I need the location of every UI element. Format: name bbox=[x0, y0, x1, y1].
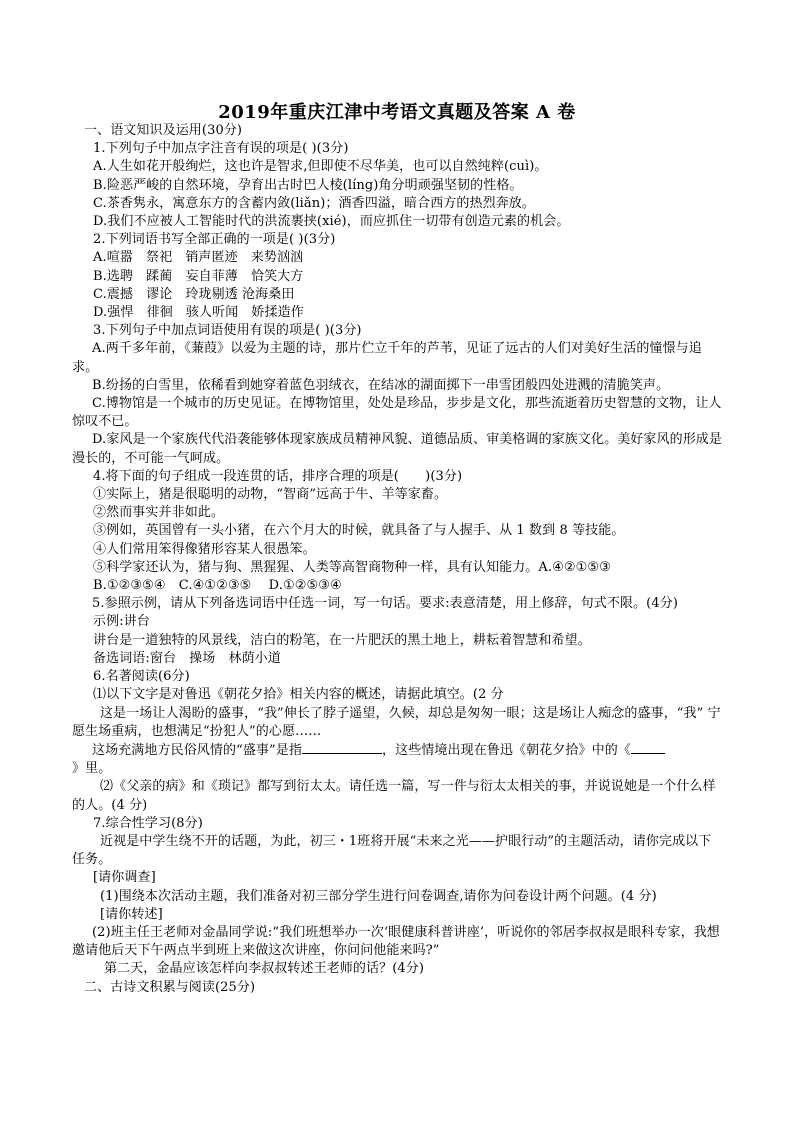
fill-text-1: 这场充满地方民俗风情的“盛事”是指 bbox=[92, 742, 302, 758]
option-line: A.喧嚣 祭祀 销声匿迹 来势汹汹 bbox=[93, 250, 304, 266]
question-stem: 2.下列词语书写全部正确的一项是( )(3分) bbox=[93, 232, 336, 248]
sentence-line: ③例如，英国曾有一头小猪，在六个月大的时候，就具备了与人握手、从 1 数到 8 等技能。 bbox=[93, 523, 625, 539]
passage-text: 近视是中学生绕不开的话题，为此，初三・1班将开展“未来之光——护眼行动”的主题活动，请你完成以下任务。 bbox=[72, 833, 712, 868]
sub-question: 第二天，金晶应该怎样向李叔叔转述王老师的话？(4分) bbox=[104, 961, 425, 977]
task-label: [请你转述] bbox=[100, 906, 163, 922]
question-stem: 6.名著阅读(6分) bbox=[93, 669, 190, 685]
option-line: C.博物馆是一个城市的历史见证。在博物馆里，处处是珍品，步步是文化，那些流逝着历史智慧的文物，让人惊叹不已。 bbox=[72, 396, 722, 430]
option-line: D.我们不应被人工智能时代的洪流裹挟(xié)，而应抓住一切带有创造元素的机会。 bbox=[93, 214, 570, 230]
option-line: D.家风是一个家族代代沿袭能够体现家族成员精神风貌、道德品质、审美格调的家族文化。美好家风的形成是漫长的，不可能一气呵成。 bbox=[72, 432, 722, 466]
passage-text: 这是一场让人渴盼的盛事，“我”伸长了脖子遥望，久候，却总是匆匆一眼；这是场让人痴念的盛事，“我” 宁愿生场重病，也想满足“扮犯人”的心愿…… bbox=[72, 705, 721, 739]
section-heading: 二、古诗文积累与阅读(25分) bbox=[84, 979, 256, 995]
example-text: 讲台是一道独特的风景线，洁白的粉笔，在一片肥沃的黑土地上，耕耘着智慧和希望。 bbox=[93, 632, 591, 648]
option-line: B.险恶严峻的自然环境，孕育出古时巴人棱(líng)角分明顽强坚韧的性格。 bbox=[93, 177, 523, 193]
word-options: 备选词语:窗台 操场 林荫小道 bbox=[93, 650, 281, 666]
sub-question: ⑴以下文字是对鲁迅《朝花夕拾》相关内容的概述，请据此填空。(2 分 bbox=[93, 687, 504, 703]
question-stem: 3.下列句子中加点词语使用有误的项是( )(3分) bbox=[93, 323, 362, 339]
question-stem: 1.下列句子中加点字注音有误的项是( )(3分) bbox=[93, 141, 349, 157]
sub-question: ⑵《父亲的病》和《琐记》都写到衍太太。请任选一篇，写一件与衍太太相关的事，并说说她是一个什么样的人。(4 分) bbox=[72, 779, 716, 813]
option-line: B.选聘 蹂蔺 妄自菲薄 恰笑大方 bbox=[93, 268, 304, 284]
task-label: [请你调查] bbox=[93, 870, 156, 886]
option-line: D.强悍 徘徊 骇人听闻 娇揉造作 bbox=[93, 305, 304, 321]
document-title: 2019年重庆江津中考语文真题及答案 A 卷 bbox=[218, 102, 576, 123]
sentence-line: ①实际上，猪是很聪明的动物，“智商”远高于牛、羊等家畜。 bbox=[93, 487, 448, 503]
option-line: B.①②③⑤④ C.④①②③⑤ D.①②⑤③④ bbox=[93, 578, 342, 594]
sentence-line: ④人们常用笨得像猪形容某人很愚笨。 bbox=[93, 541, 316, 557]
sub-question: (2)班主任王老师对金晶同学说:“我们班想举办一次‘眼健康科普讲座’，听说你的邻居李叔叔是眼科专家，我想邀请他后天下午两点半到班上来做这次讲座，你问问他能来吗?” bbox=[72, 924, 720, 959]
sentence-line: ②然而事实并非如此。 bbox=[93, 505, 225, 521]
option-line: A.两千多年前，《蒹葭》以爱为主题的诗，那片伫立千年的芦苇，见证了远古的人们对美好生活的憧憬与追求。 bbox=[72, 341, 702, 375]
fill-blank-line bbox=[72, 741, 724, 760]
section-heading: 一、语文知识及运用(30分) bbox=[84, 123, 243, 138]
fill-blank-end: 》里。 bbox=[72, 761, 112, 777]
example-label: 示例:讲台 bbox=[93, 614, 150, 630]
option-line: C.震撼 谬论 玲珑剔透 沧海桑田 bbox=[93, 286, 295, 302]
document-body bbox=[72, 122, 724, 997]
option-line: A.人生如花开般绚烂，这也许是智求,但即使不尽华美，也可以自然纯粹(cuì)。 bbox=[93, 159, 548, 175]
question-stem: 4.将下面的句子组成一段连贯的话，排序合理的项是( )(3分) bbox=[93, 468, 463, 484]
option-line: C.茶香隽永，寓意东方的含蓄内敛(liǎn)；酒香四溢，暗合西方的热烈奔放。 bbox=[93, 195, 535, 211]
answer-blank[interactable] bbox=[302, 741, 382, 754]
question-stem: 7.综合性学习(8分) bbox=[93, 815, 203, 831]
sub-question: (1)围绕本次活动主题，我们准备对初三部分学生进行问卷调查,请你为问卷设计两个问题。(4 分) bbox=[100, 888, 657, 904]
answer-blank[interactable] bbox=[631, 741, 665, 754]
option-line: B.纷扬的白雪里，依稀看到她穿着蓝色羽绒衣，在结冰的湖面掷下一串雪团般四处进溅的清脆笑声。 bbox=[92, 377, 670, 393]
sentence-line: ⑤科学家还认为，猪与狗、黑猩猩、人类等高智商物种一样，具有认知能力。A.④②①⑤③ bbox=[93, 559, 611, 575]
fill-text-2: ，这些情境出现在鲁迅《朝花夕拾》中的《 bbox=[382, 742, 631, 758]
question-stem: 5.参照示例，请从下列备选词语中任选一词，写一句话。要求:表意清楚，用上修辞，句式不限。(4分) bbox=[92, 596, 678, 612]
